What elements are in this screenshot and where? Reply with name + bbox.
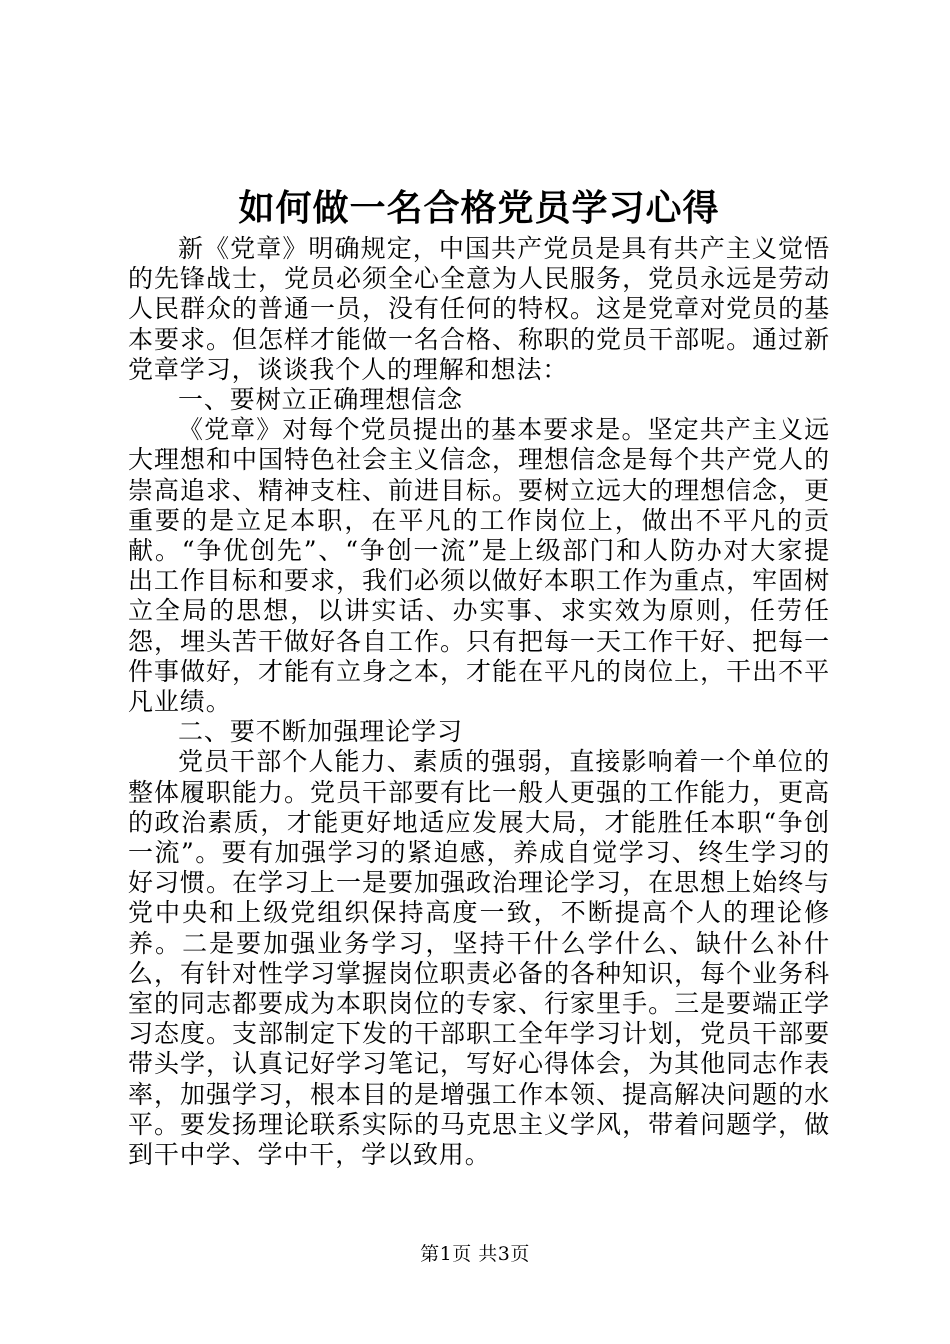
intro-paragraph: 新《党章》明确规定，中国共产党员是具有共产主义觉悟的先锋战士，党员必须全心全意为人民服务，党员永远是劳动人民群众的普通一员，没有任何的特权。这是党章对党员的基本要求。但怎样才能做一名合格、称职的党员干部呢。通过新党章学习，谈谈我个人的理解和想法： (128, 234, 830, 384)
page-footer: 第1页 共3页 (420, 1243, 530, 1265)
section-1-paragraph: 《党章》对每个党员提出的基本要求是。坚定共产主义远大理想和中国特色社会主义信念，理想信念是每个共产党人的崇高追求、精神支柱、前进目标。要树立远大的理想信念，更重要的是立足本职，在平凡的工作岗位上，做出不平凡的贡献。“争优创先”、“争创一流”是上级部门和人防办对大家提出工作目标和要求，我们必须以做好本职工作为重点，牢固树立全局的思想，以讲实话、办实事、求实效为原则，任劳任怨，埋头苦干做好各自工作。只有把每一天工作干好、把每一件事做好，才能有立身之本，才能在平凡的岗位上，干出不平凡业绩。 (128, 415, 830, 717)
section-heading-1: 一、要树立正确理想信念 (178, 385, 463, 415)
section-heading-2: 二、要不断加强理论学习 (178, 717, 463, 747)
section-2-paragraph: 党员干部个人能力、素质的强弱，直接影响着一个单位的整体履职能力。党员干部要有比一般人更强的工作能力，更高的政治素质，才能更好地适应发展大局，才能胜任本职“争创一流”。要有加强学习的紧迫感，养成自觉学习、终生学习的好习惯。在学习上一是要加强政治理论学习，在思想上始终与党中央和上级党组织保持高度一致，不断提高个人的理论修养。二是要加强业务学习，坚持干什么学什么、缺什么补什么，有针对性学习掌握岗位职责必备的各种知识，每个业务科室的同志都要成为本职岗位的专家、行家里手。三是要端正学习态度。支部制定下发的干部职工全年学习计划，党员干部要带头学，认真记好学习笔记，写好心得体会，为其他同志作表率，加强学习，根本目的是增强工作本领、提高解决问题的水平。要发扬理论联系实际的马克思主义学风，带着问题学，做到干中学、学中干，学以致用。 (128, 747, 830, 1170)
document-title: 如何做一名合格党员学习心得 (238, 187, 720, 229)
document-body (128, 182, 830, 1170)
